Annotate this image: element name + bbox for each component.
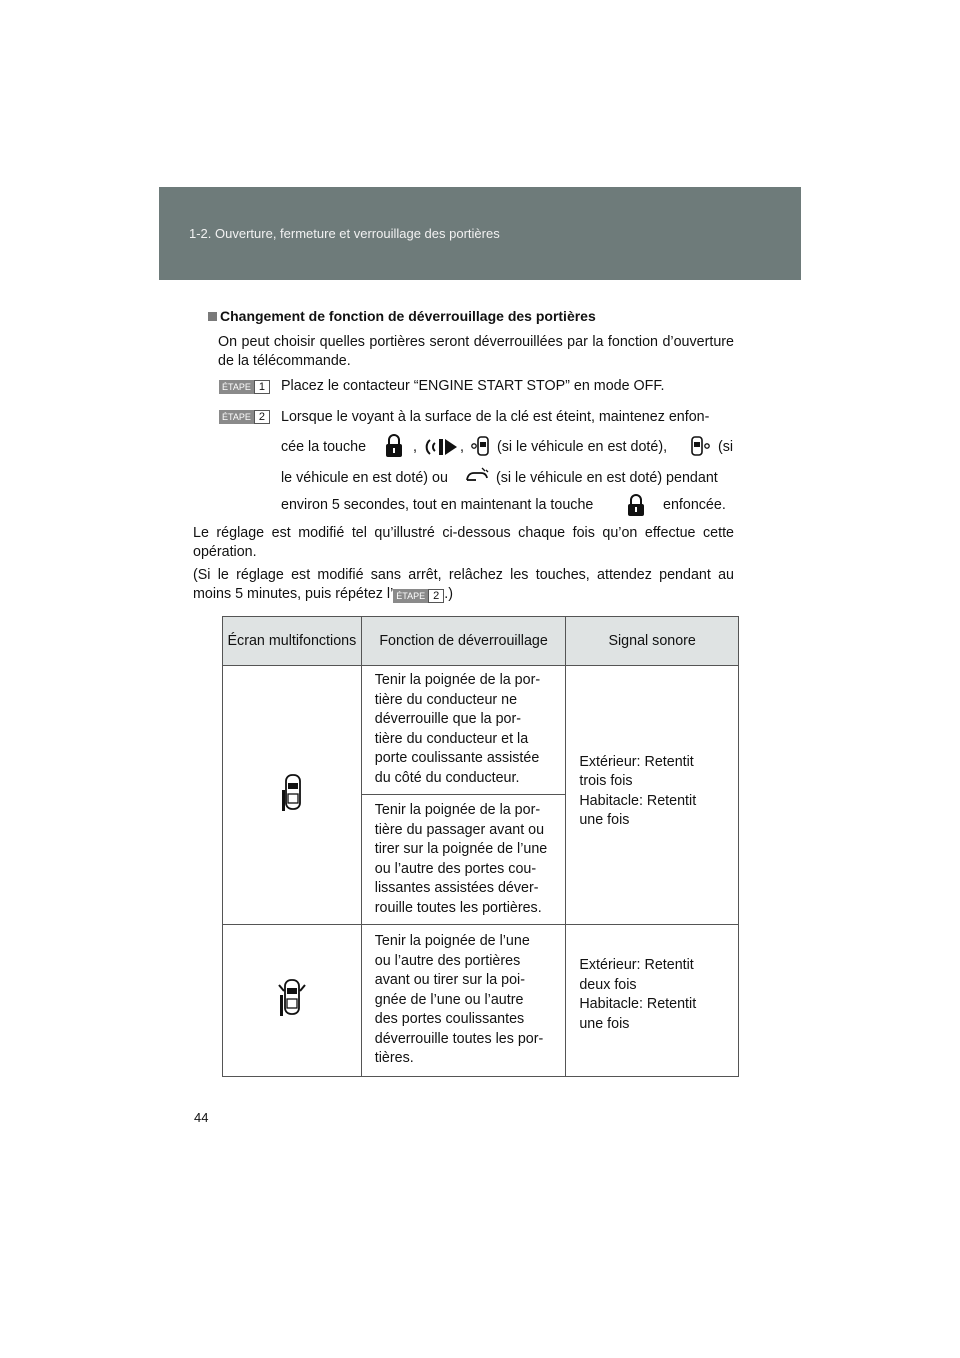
unlock-function-table [222, 616, 739, 1077]
step-number: 2 [428, 589, 444, 603]
step-badge-1 [219, 380, 270, 394]
note-text: (Si le réglage est modifié sans arrêt, relâchez les touches, attendez pendant au moins 5 minutes, puis répétez l’ [193, 567, 734, 602]
power-back-door-icon [690, 434, 712, 458]
step-label: ÉTAPE [219, 410, 254, 424]
step-2-line-1: Lorsque le voyant à la surface de la clé est éteint, maintenez enfon- [281, 409, 710, 425]
function-cell [361, 795, 566, 925]
text-line: déverrouille que la por- [374, 711, 522, 727]
step-2-line-2a: cée la touche [281, 439, 367, 455]
text-line: tière du conducteur ne [374, 691, 518, 708]
note-text-end: .) [444, 586, 453, 602]
text-line: Habitacle: Retentit [579, 996, 697, 1012]
text-line: une fois [579, 812, 630, 828]
header-display-label: Écran multifonctions [227, 632, 357, 649]
text-line: déverrouille toutes les por- [374, 1030, 544, 1047]
function-cell [361, 925, 566, 1077]
table-row [223, 925, 739, 1077]
lock-icon [383, 433, 405, 459]
text-line: lissantes assistées déver- [374, 880, 539, 896]
step-2-sep-2: , [460, 439, 464, 455]
text-line: Extérieur: Retentit [579, 753, 694, 770]
step-2-line-3b: (si le véhicule en est doté) pendant [496, 470, 718, 486]
text-line: tières. [374, 1050, 414, 1066]
header-function-label: Fonction de déverrouillage [379, 632, 548, 649]
text-line: deux fois [579, 976, 637, 993]
section-header-title: 1-2. Ouverture, fermeture et verrouillage des portières [189, 226, 500, 241]
text-line: tière du passager avant ou [374, 821, 545, 838]
text-line: trois fois [579, 773, 633, 789]
car-driver-door-open-icon [280, 772, 304, 814]
car-all-doors-open-icon [277, 977, 307, 1019]
header-signal [566, 617, 739, 666]
section-title-text: Changement de fonction de déverrouillage des portières [220, 308, 596, 324]
step-number: 2 [254, 410, 270, 424]
header-band [159, 187, 801, 280]
text-line: Tenir la poignée de l’une [374, 933, 530, 949]
square-bullet-icon [208, 312, 217, 321]
function-cell [361, 666, 566, 795]
step-2-line-2c: (si [718, 439, 734, 455]
signal-cell [566, 925, 739, 1077]
text-line: Tenir la poignée de la por- [374, 802, 541, 818]
step-2-line-2b: (si le véhicule en est doté), [497, 439, 668, 455]
page-number: 44 [194, 1110, 209, 1125]
text-line: rouille toutes les portières. [374, 899, 542, 916]
display-cell [223, 925, 362, 1077]
text-line: ou l’autre des portières [374, 952, 521, 969]
text-line: Extérieur: Retentit [579, 957, 694, 973]
step-badge-2 [219, 410, 270, 424]
step-1-text: Placez le contacteur “ENGINE START STOP” en mode OFF. [281, 378, 665, 394]
step-number: 1 [254, 380, 270, 394]
text-line: avant ou tirer sur la poi- [374, 972, 525, 988]
intro-paragraph: On peut choisir quelles portières seront déverrouillées par la fonction d’ouverture de la télécommande. [218, 334, 734, 369]
header-function [361, 617, 566, 666]
text-line: porte coulissante assistée [374, 750, 540, 766]
step-label: ÉTAPE [219, 380, 254, 394]
header-signal-label: Signal sonore [608, 632, 696, 649]
step-ref-badge [393, 589, 444, 603]
signal-cell [566, 666, 739, 925]
step-2-line-3a: le véhicule en est doté) ou [281, 470, 448, 486]
panic-horn-icon [464, 465, 490, 487]
note-paragraph-2 [193, 566, 734, 604]
display-cell [223, 666, 362, 925]
text-line: tirer sur la poignée de l’une [374, 841, 548, 857]
text-line: Habitacle: Retentit [579, 792, 697, 809]
step-label: ÉTAPE [393, 589, 428, 603]
text-line: ou l’autre des portes cou- [374, 860, 537, 877]
step-2-line-4b: enfoncée. [663, 497, 726, 513]
text-line: gnée de l’une ou l’autre [374, 991, 524, 1008]
note-paragraph-1: Le réglage est modifié tel qu’illustré ci-dessous chaque fois qu’on effectue cette opération. [193, 525, 734, 560]
text-line: une fois [579, 1015, 630, 1032]
text-line: Tenir la poignée de la por- [374, 672, 541, 688]
table-header-row [223, 617, 739, 666]
step-2-line-4a: environ 5 secondes, tout en maintenant la touche [281, 497, 594, 513]
lock-icon [626, 493, 646, 517]
text-line: des portes coulissantes [374, 1011, 525, 1027]
header-display [223, 617, 362, 666]
back-door-icon [470, 434, 490, 458]
text-line: du côté du conducteur. [374, 769, 520, 786]
text-line: tière du conducteur et la [374, 730, 529, 747]
step-2-sep-1: , [413, 439, 417, 455]
section-title [208, 308, 596, 324]
table-row [223, 666, 739, 795]
sliding-door-icon [424, 436, 458, 458]
